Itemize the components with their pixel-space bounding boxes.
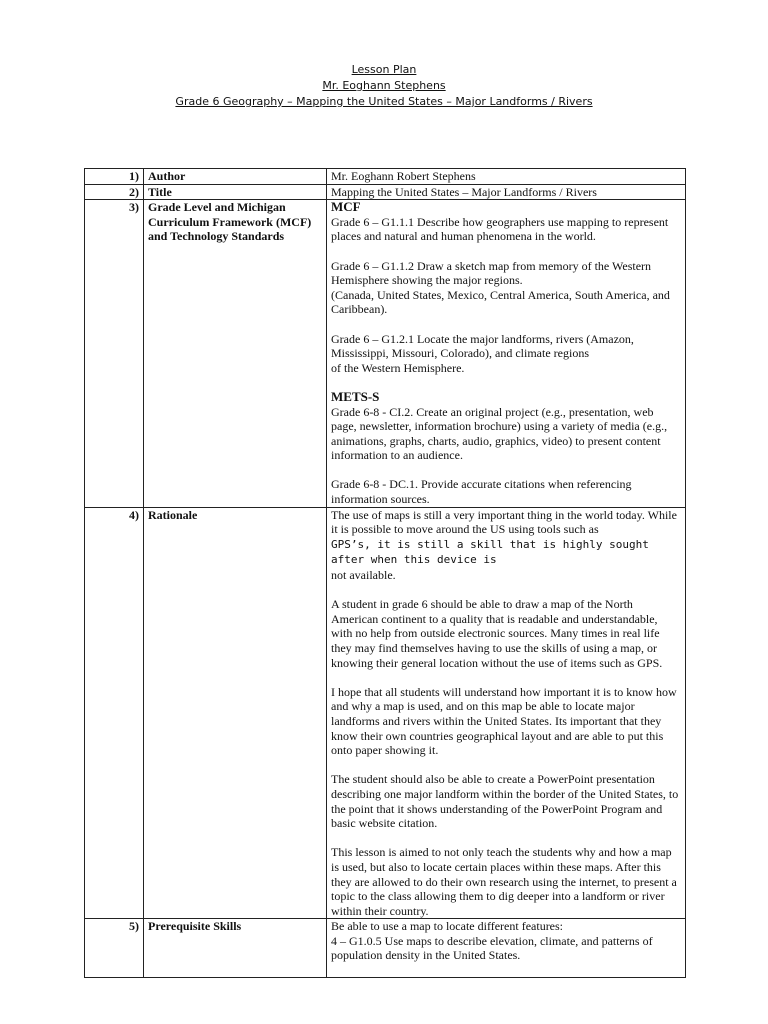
paragraph-text: Grade 6 – G1.1.2 Draw a sketch map from memory of the Western Hemisphere showing the major regions. [331, 258, 652, 288]
paragraph-text: not available. [331, 568, 396, 583]
row-content [327, 200, 686, 507]
table-row-rationale [85, 507, 686, 919]
lesson-plan-table [84, 168, 686, 978]
row-content: Mr. Eoghann Robert Stephens [327, 169, 686, 185]
paragraph-text: (Canada, United States, Mexico, Central America, South America, and Caribbean). [331, 287, 670, 317]
paragraph: This lesson is aimed to not only teach the students why and how a map is used, but also to locate certain places within these maps. After this they are allowed to do their own research using the internet, to present a topic to the class allowing them to dig deeper into a landform or river within their country. [331, 845, 677, 918]
paragraph-text: The use of maps is still a very important thing in the world today. While it is possible to move around the US using tools such as [331, 507, 677, 537]
table-row-prerequisites [85, 919, 686, 978]
row-label: Author [144, 169, 327, 185]
row-content: Mapping the United States – Major Landforms / Rivers [327, 184, 686, 200]
table-row-title [85, 184, 686, 200]
row-label: Title [144, 184, 327, 200]
paragraph [331, 332, 681, 376]
paragraph: Grade 6 – G1.1.1 Describe how geographers use mapping to represent places and natural and human phenomena in the world. [331, 214, 669, 244]
row-label: Grade Level and Michigan Curriculum Framework (MCF) and Technology Standards [144, 200, 327, 507]
row-number: 1) [85, 169, 144, 185]
paragraph: Grade 6-8 - DC.1. Provide accurate citations when referencing information sources. [331, 477, 632, 507]
header-title: Lesson Plan [351, 63, 417, 76]
mcf-heading: MCF [331, 199, 361, 215]
row-content [327, 507, 686, 919]
row-label: Prerequisite Skills [144, 919, 327, 978]
mets-heading: METS-S [331, 388, 380, 404]
header-author: Mr. Eoghann Stephens [322, 79, 446, 92]
document-header [0, 62, 768, 110]
paragraph-text: Be able to use a map to locate different features: [331, 919, 564, 934]
paragraph-text: Grade 6 – G1.2.1 Locate the major landforms, rivers (Amazon, Mississippi, Missouri, Colorado), and climate regions [331, 331, 634, 361]
paragraph-text: 4 – G1.0.5 Use maps to describe elevation, climate, and patterns of population density in the United States. [331, 933, 653, 963]
table-row-standards [85, 200, 686, 507]
row-number: 2) [85, 184, 144, 200]
row-label: Rationale [144, 507, 327, 919]
paragraph-text: GPS’s, it is still a skill that is highly sought after when this device is [331, 537, 649, 567]
paragraph [331, 259, 681, 317]
header-subtitle: Grade 6 Geography – Mapping the United States – Major Landforms / Rivers [175, 95, 593, 108]
paragraph: A student in grade 6 should be able to draw a map of the North American continent to a quality that is readable and understandable, with no help from outside electronic sources. Many times in real life they may find themselves having to use the skills of using a map, or knowing their general location without the use of items such as GPS. [331, 597, 663, 670]
paragraph-text: of the Western Hemisphere. [331, 360, 465, 375]
paragraph: The student should also be able to create a PowerPoint presentation describing one major landform within the border of the United States, to the point that it shows understanding of the PowerPoint Program and basic website citation. [331, 772, 679, 831]
paragraph: I hope that all students will understand how important it is to know how and why a map is used, and on this map be able to locate major landforms and rivers within the United States. Its important that they know their own countries geographical layout and are able to put this onto paper showing it. [331, 684, 677, 758]
row-content [327, 919, 686, 978]
paragraph [331, 508, 681, 583]
paragraph: Grade 6-8 - CI.2. Create an original project (e.g., presentation, web page, newsletter, information brochure) using a variety of media (e.g., animations, graphs, charts, audio, graphics, video) to present content information to an audience. [331, 404, 668, 463]
row-number: 5) [85, 919, 144, 978]
row-number: 3) [85, 200, 144, 507]
row-number: 4) [85, 507, 144, 919]
table-row-author [85, 169, 686, 185]
